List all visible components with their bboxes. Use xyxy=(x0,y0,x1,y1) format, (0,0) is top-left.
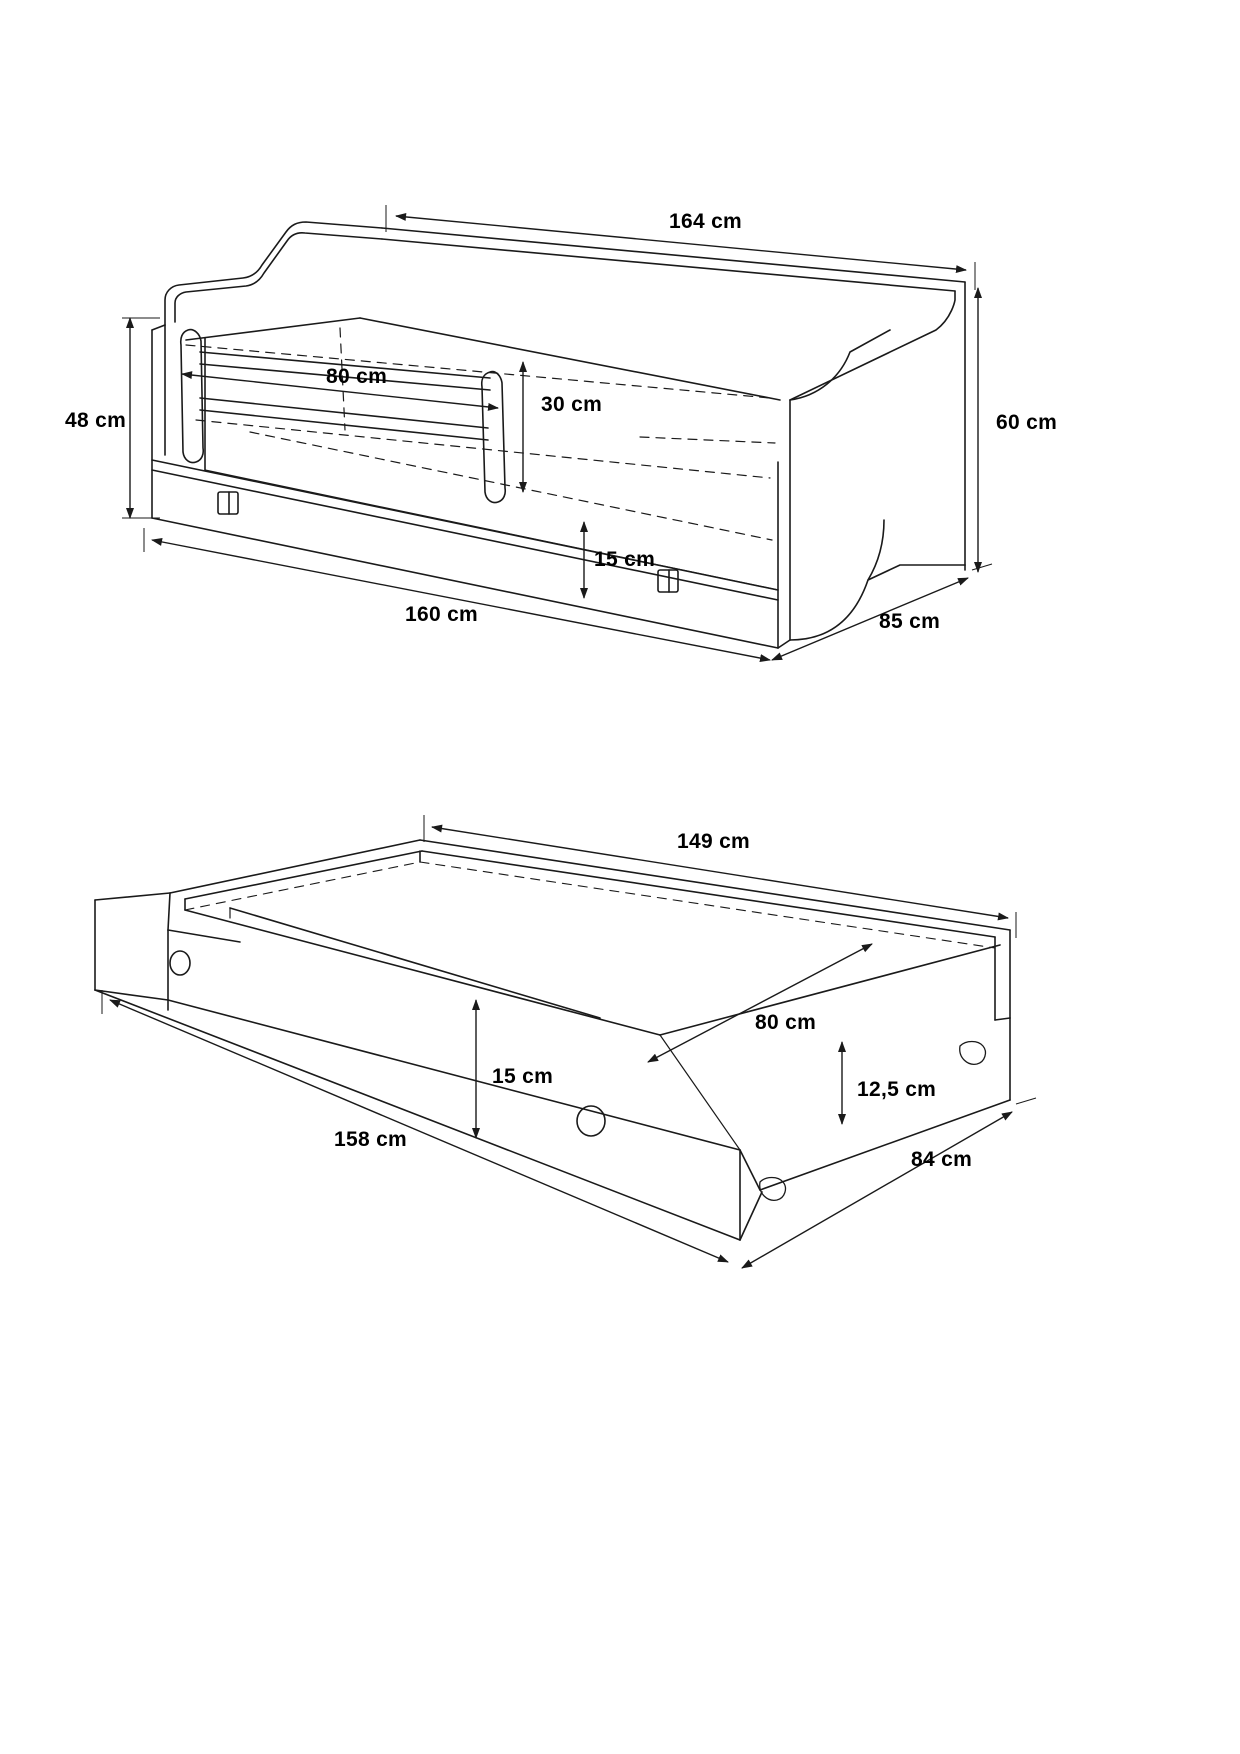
dimension-label-drawer-height: 15 cm xyxy=(492,1065,554,1088)
dimension-label-bed-drawer-height: 15 cm xyxy=(594,548,656,571)
dimension-label-drawer-width-inner: 80 cm xyxy=(755,1011,817,1034)
dimension-label-bed-height-front: 48 cm xyxy=(65,409,127,432)
dimension-label-drawer-length-inner: 149 cm xyxy=(677,830,751,853)
dimension-label-bed-length-outer: 164 cm xyxy=(669,210,743,233)
dimension-label-drawer-inner-height: 12,5 cm xyxy=(857,1078,937,1101)
dimension-label-drawer-length-outer: 158 cm xyxy=(334,1128,408,1151)
drawer-dimension-lines xyxy=(102,815,1036,1268)
dimension-label-bed-depth: 85 cm xyxy=(879,610,941,633)
dimension-label-drawer-depth: 84 cm xyxy=(911,1148,973,1171)
dimension-label-bed-mattress-width: 80 cm xyxy=(326,365,388,388)
drawer-figure xyxy=(95,840,1010,1240)
bed-figure xyxy=(152,222,965,648)
dimension-label-bed-height-back: 60 cm xyxy=(996,411,1058,434)
dimension-label-bed-length-inner: 160 cm xyxy=(405,603,479,626)
dimension-label-bed-rail-height: 30 cm xyxy=(541,393,603,416)
